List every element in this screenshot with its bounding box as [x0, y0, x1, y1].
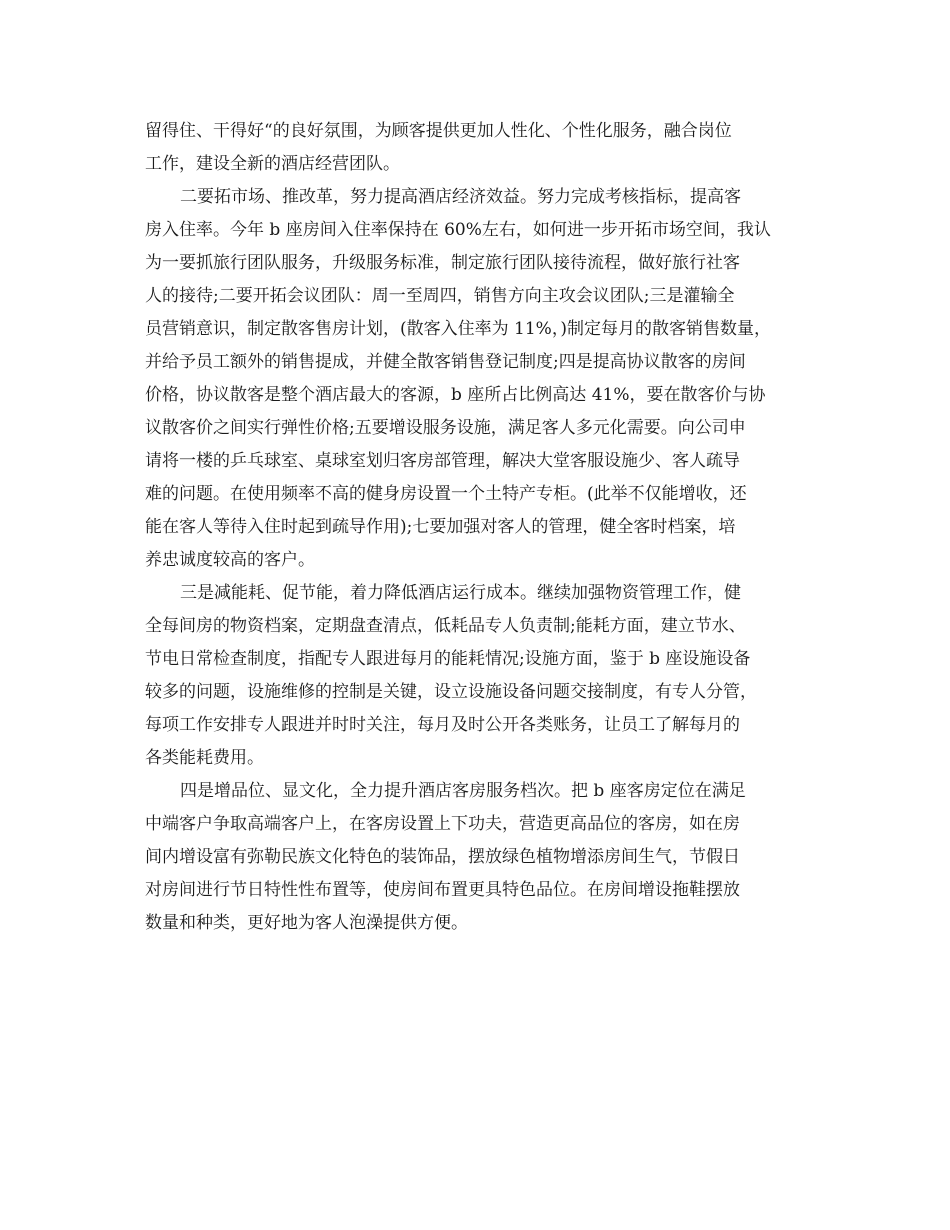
text-line: 各类能耗费用。	[145, 748, 264, 768]
text-line: 间内增设富有弥勒民族文化特色的装饰品，摆放绿色植物增添房间生气，节假日	[145, 847, 740, 867]
paragraph-4	[145, 775, 825, 940]
text-line: 全每间房的物资档案，定期盘查清点，低耗品专人负责制;能耗方面，建立节水、	[145, 616, 746, 636]
text-line: 养忠诚度较高的客户。	[145, 550, 315, 570]
paragraph-3	[145, 577, 825, 775]
text-line: 对房间进行节日特性性布置等，使房间布置更具特色品位。在房间增设拖鞋摆放	[145, 880, 740, 900]
text-line: 价格，协议散客是整个酒店最大的客源，b 座所占比例高达 41%，要在散客价与协	[145, 385, 766, 405]
text-line: 房入住率。今年 b 座房间入住率保持在 60%左右，如何进一步开拓市场空间，我认	[145, 220, 771, 240]
text-line: 人的接待;二要开拓会议团队：周一至周四，销售方向主攻会议团队;三是灌输全	[145, 286, 735, 306]
text-line: 请将一楼的乒乓球室、桌球室划归客房部管理，解决大堂客服设施少、客人疏导	[145, 451, 740, 471]
text-line: 留得住、干得好“的良好氛围，为顾客提供更加人性化、个性化服务，融合岗位	[145, 121, 732, 141]
text-line: 并给予员工额外的销售提成，并健全散客销售登记制度;四是提高协议散客的房间	[145, 352, 746, 372]
text-line: 难的问题。在使用频率不高的健身房设置一个土特产专柜。(此举不仅能增收，还	[145, 484, 747, 504]
text-line: 每项工作安排专人跟进并时时关注，每月及时公开各类账务，让员工了解每月的	[145, 715, 740, 735]
text-line: 议散客价之间实行弹性价格;五要增设服务设施，满足客人多元化需要。向公司申	[145, 418, 746, 438]
text-line: 员营销意识，制定散客售房计划，(散客入住率为 11%，)制定每月的散客销售数量，	[145, 319, 771, 339]
text-line: 为一要抓旅行团队服务，升级服务标准，制定旅行团队接待流程，做好旅行社客	[145, 253, 740, 273]
text-line: 数量和种类，更好地为客人泡澡提供方便。	[145, 913, 468, 933]
text-line: 四是增品位、显文化，全力提升酒店客房服务档次。把 b 座客房定位在满足	[180, 781, 746, 801]
text-line: 工作，建设全新的酒店经营团队。	[145, 154, 400, 174]
text-line: 二要拓市场、推改革，努力提高酒店经济效益。努力完成考核指标，提高客	[180, 187, 741, 207]
text-line: 能在客人等待入住时起到疏导作用);七要加强对客人的管理，健全客时档案，培	[145, 517, 736, 537]
paragraph-2	[145, 181, 825, 577]
paragraph-1	[145, 115, 825, 181]
text-line: 较多的问题，设施维修的控制是关键，设立设施设备问题交接制度，有专人分管，	[145, 682, 757, 702]
text-line: 三是减能耗、促节能，着力降低酒店运行成本。继续加强物资管理工作，健	[180, 583, 741, 603]
text-line: 节电日常检查制度，指配专人跟进每月的能耗情况;设施方面，鉴于 b 座设施设备	[145, 649, 751, 669]
document-body	[145, 115, 825, 940]
text-line: 中端客户争取高端客户上，在客房设置上下功夫，营造更高品位的客房，如在房	[145, 814, 740, 834]
